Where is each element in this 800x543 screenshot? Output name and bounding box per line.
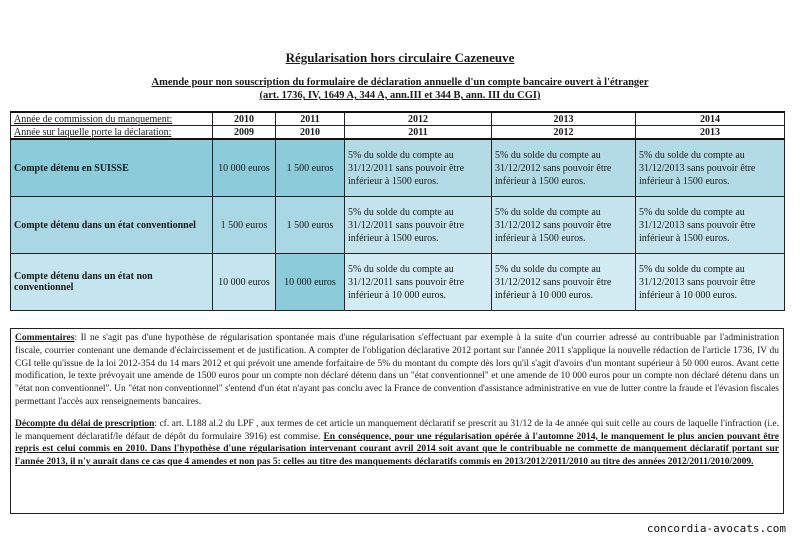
row-label: Compte détenu dans un état non conventionnel (11, 254, 213, 311)
rule-cell: 5% du solde du compte au 31/12/2013 sans pouvoir être inférieur à 10 000 euros. (636, 254, 785, 311)
comments-body: : Il ne s'agit pas d'une hypothèse de régularisation spontanée mais d'une régularisation s'effectuant par exemple à la suite d'un courrier adressé au contribuable par l'administration fiscale, courrier contenant une demande d'éclaircissement et de justification. A compter de l'obligation déclarative 2012 portant sur l'année 2011 s'applique la nouvelle rédaction de l'article 1736, IV du CGI telle qu'issue de la loi 2012-354 du 14 mars 2012 et qui prévoit une amende forfaitaire de 5% du montant du compte dès lors qu'il s'agit d'avoirs d'un montant supérieur à 50 000 euros. Avant cette modification, le texte prévoyait une amende de 1500 euros pour un compte non déclaré détenu dans un "état conventionnel" et une amende de 10 000 euros pour un compte non déclaré détenu dans un "état non conventionnel". Un "état non conventionnel" s'entend d'un état n'ayant pas conclu avec la France de convention d'assistance administrative en vue de lutter contre la fraude et l'évasion fiscales permettant l'accès aux renseignements bancaires. (15, 333, 779, 407)
year-cell: 2013 (636, 126, 785, 140)
year-cell: 2012 (345, 112, 492, 126)
prescription-heading: Décompte du délai de prescription (15, 418, 155, 429)
year-cell: 2013 (492, 112, 636, 126)
table-row (11, 197, 785, 254)
year-cell: 2012 (492, 126, 636, 140)
rule-cell: 5% du solde du compte au 31/12/2013 sans pouvoir être inférieur à 1500 euros. (636, 197, 785, 254)
year-cell: 2010 (276, 126, 345, 140)
year-cell: 2011 (345, 126, 492, 140)
comments-paragraph (15, 332, 779, 409)
document-subtitle-line2: (art. 1736, IV, 1649 A, 344 A, ann.III et 344 B, ann. III du CGI) (259, 90, 541, 101)
prescription-conclusion: En conséquence, pour une régularisation opérée à l'automne 2014, le manquement le plus ancien pouvant être repris est celui commis en 2010. Dans l'hypothèse d'une régularisation intervenant courant avril 2014 soit avant que le contribuable ne commette de manquement déclaratif portant sur l'année 2013, il n'y aurait dans ce cas que 4 amendes et non pas 5: celles au titre des manquements déclaratifs commis en 2013/2012/2011/2010 au titre des années 2012/2011/2010/2009. (15, 431, 780, 468)
penalty-table (10, 111, 785, 311)
year-cell: 2009 (213, 126, 276, 140)
rule-cell: 5% du solde du compte au 31/12/2011 sans pouvoir être inférieur à 1500 euros. (345, 197, 492, 254)
header-label: Année sur laquelle porte la déclaration: (11, 126, 213, 140)
watermark: concordia-avocats.com (646, 522, 786, 535)
amount-cell: 10 000 euros (276, 254, 345, 311)
document-title: Régularisation hors circulaire Cazeneuve (285, 50, 515, 65)
amount-cell: 1 500 euros (276, 139, 345, 197)
amount-cell: 10 000 euros (213, 139, 276, 197)
comments-box (10, 328, 784, 514)
year-cell: 2011 (276, 112, 345, 126)
year-cell: 2010 (213, 112, 276, 126)
amount-cell: 1 500 euros (276, 197, 345, 254)
table-row (11, 139, 785, 197)
rule-cell: 5% du solde du compte au 31/12/2011 sans pouvoir être inférieur à 10 000 euros. (345, 254, 492, 311)
rule-cell: 5% du solde du compte au 31/12/2012 sans pouvoir être inférieur à 1500 euros. (492, 197, 636, 254)
row-label: Compte détenu en SUISSE (11, 139, 213, 197)
header-row-commission-year (11, 112, 785, 126)
amount-cell: 10 000 euros (213, 254, 276, 311)
prescription-body: : cf. art. L188 al.2 du LPF , aux termes de cet article un manquement déclaratif se prescrit au 31/12 de la 4e année qui suit celle au cours de laquelle l'infraction (i.e. le manquement déclaratif/le défaut de dépôt du formulaire 3916) est commise. (15, 418, 779, 442)
year-cell: 2014 (636, 112, 785, 126)
row-label: Compte détenu dans un état conventionnel (11, 197, 213, 254)
rule-cell: 5% du solde du compte au 31/12/2013 sans pouvoir être inférieur à 1500 euros. (636, 139, 785, 197)
comments-heading: Commentaires (15, 333, 75, 343)
document-subtitle-line1: Amende pour non souscription du formulaire de déclaration annuelle d'un compte bancaire ouvert à l'étranger (151, 77, 649, 88)
prescription-paragraph (15, 418, 779, 469)
rule-cell: 5% du solde du compte au 31/12/2011 sans pouvoir être inférieur à 1500 euros. (345, 139, 492, 197)
rule-cell: 5% du solde du compte au 31/12/2012 sans pouvoir être inférieur à 10 000 euros. (492, 254, 636, 311)
header-row-declaration-year (11, 126, 785, 140)
header-label: Année de commission du manquement: (11, 112, 213, 126)
rule-cell: 5% du solde du compte au 31/12/2012 sans pouvoir être inférieur à 1500 euros. (492, 139, 636, 197)
table-row (11, 254, 785, 311)
amount-cell: 1 500 euros (213, 197, 276, 254)
